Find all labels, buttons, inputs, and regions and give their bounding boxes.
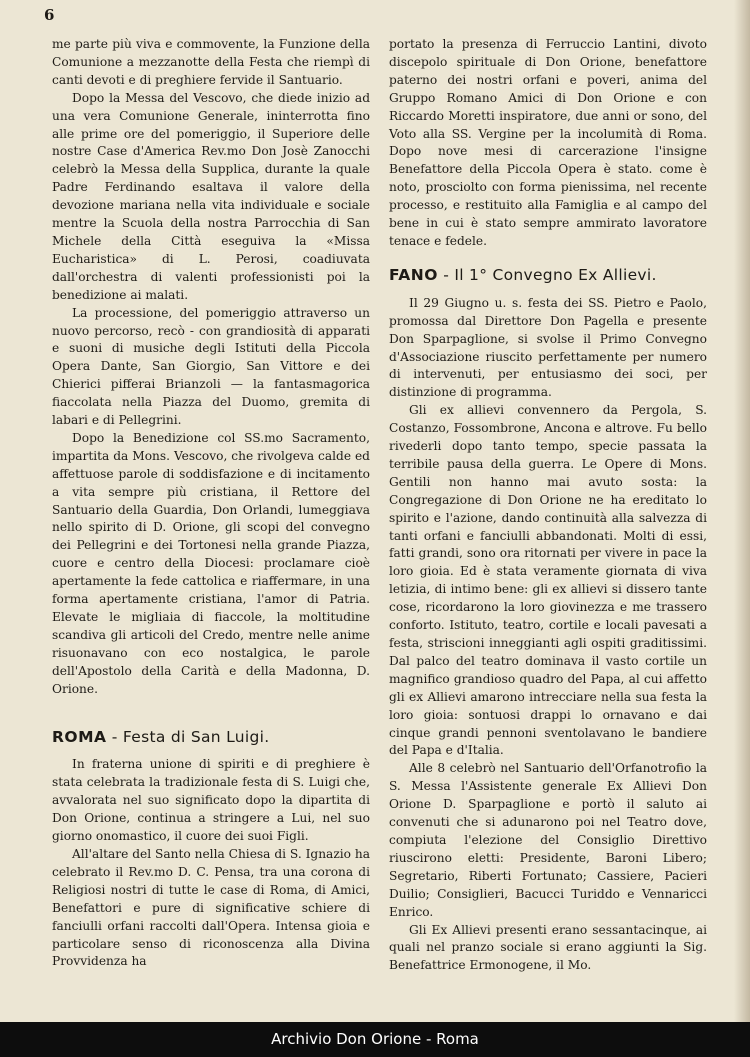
paragraph: La processione, del pomeriggio attraverso un nuovo percorso, recò - con grandiosità di apparati e suoni di musiche degli Istituti della Piccola Opera Dante, San Giorgio, San Vittore e dei Chierici pifferai Brianzoli — la fantasmagorica fiaccolata nella Piazza del Duomo, gremita di labari e di Pellegrini.	[52, 305, 370, 428]
paragraph: In fraterna unione di spiriti e di preghiere è stata celebrata la tradizionale festa di S. Luigi che, avvalorata nel suo significato dopo la dipartita di Don Orione, continua a stringere a Lui, nel suo giorno onomastico, il cuore dei suoi Figli.	[52, 757, 370, 844]
paragraph: me parte più viva e commovente, la Funzione della Comunione a mezzanotte della Festa che riempì di canti devoti e di preghiere fervide il Santuario.	[52, 37, 370, 87]
paragraph: portato la presenza di Ferruccio Lantini, divoto discepolo spirituale di Don Orione, benefattore paterno dei nostri orfani e poveri, anima del Gruppo Romano Amici di Don Orione e con Riccardo Moretti inspiratore, due anni or sono, del Voto alla SS. Vergine per la incolumità di Roma. Dopo nove mesi di carcerazione l'insigne Benefattore della Piccola Opera è stato. come è noto, prosciolto con forma pienissima, nel recente processo, e restituito alla Famiglia e al campo del bene in cui è stato sempre ammirato lavoratore tenace e fedele.	[389, 37, 707, 248]
section-heading-fano	[389, 267, 707, 285]
archive-footer: Archivio Don Orione - Roma	[0, 1022, 750, 1057]
heading-city: ROMA	[52, 727, 107, 746]
paragraph: Alle 8 celebrò nel Santuario dell'Orfanotrofio la S. Messa l'Assistente generale Ex Allievi Don Orione D. Sparpaglione e portò il saluto ai convenuti che si adunarono poi nel Teatro dove, compiuta l'elezione del Consiglio Direttivo riuscirono eletti: Presidente, Baroni Libero; Segretario, Riberti Fortunato; Cassiere, Pacieri Duilio; Consiglieri, Bacucci Turiddo e Vennaricci Enrico.	[389, 761, 707, 919]
paragraph: Il 29 Giugno u. s. festa dei SS. Pietro e Paolo, promossa dal Direttore Don Pagella e presente Don Sparpaglione, si svolse il Primo Convegno d'Associazione riuscito perfettamente per numero di intervenuti, per entusiasmo dei soci, per distinzione di programma.	[389, 295, 707, 400]
page-number: 6	[44, 6, 55, 24]
paragraph: Dopo la Benedizione col SS.mo Sacramento, impartita da Mons. Vescovo, che rivolgeva calde ed affettuose parole di soddisfazione e di incitamento a vita sempre più cristiana, il Rettore del Santuario della Guardia, Don Orlandi, lumeggiava nello spirito di D. Orione, gli scopi del convegno dei Pellegrini e dei Tortonesi nella grande Piazza, cuore e centro della Diocesi: proclamare cioè apertamente la fede cattolica e riaffermare, in una forma apertamente cristiana, l'amor di Patria. Elevate le migliaia di fiaccole, la moltitudine scandiva gli articoli del Credo, mentre nelle anime risuonavano con eco nostalgica, le parole dell'Apostolo della Carità e della Madonna, D. Orione.	[52, 430, 370, 696]
left-column	[52, 36, 370, 971]
heading-title: - Il 1° Convegno Ex Allievi.	[443, 265, 657, 284]
paragraph: Dopo la Messa del Vescovo, che diede inizio ad una vera Comunione Generale, ininterrotta fino alle prime ore del pomeriggio, il Superiore delle nostre Case d'America Rev.mo Don Josè Zanocchi celebrò la Messa della Supplica, durante la quale Padre Ferdinando esaltava il valore della devozione mariana nella vita individuale e sociale mentre la Scuola della nostra Parrocchia di San Michele della Città eseguiva la «Missa Eucharistica» di L. Perosi, coadiuvata dall'orchestra di valenti professionisti poi la benedizione ai malati.	[52, 90, 370, 302]
page-edge-shadow	[734, 0, 750, 1022]
paragraph: Gli ex allievi convennero da Pergola, S. Costanzo, Fossombrone, Ancona e altrove. Fu bello rivederli dopo tanto tempo, specie passata la terribile pausa della guerra. Le Opere di Mons. Gentili non hanno mai avuto sosta: la Congregazione di Don Orione ne ha ereditato lo spirito e l'azione, dando continuità alla salvezza di tanti orfani e fanciulli abbandonati. Molti di essi, fatti grandi, sono ora ritornati per vivere in pace la loro gioia. Ed è stata veramente giornata di viva letizia, di intimo bene: gli ex allievi si dissero tante cose, ricordarono la loro giovinezza e me trassero conforto. Istituto, teatro, cortile e locali pavesati a festa, striscioni inneggianti agli ospiti graditissimi. Dal palco del teatro dominava il vasto cortile un magnifico grandioso quadro del Papa, al cui affetto gli ex Allievi amarono intrecciare nella sua festa la loro gioia: sontuosi drappi lo ornavano e dai cinque grandi pennoni sventolavano le bandiere del Papa e d'Italia.	[389, 403, 707, 758]
heading-city: FANO	[389, 265, 438, 284]
paragraph: All'altare del Santo nella Chiesa di S. Ignazio ha celebrato il Rev.mo D. C. Pensa, tra una corona di Religiosi nostri di tutte le case di Roma, di Amici, Benefattori e pure di significative schiere di fanciulli orfani raccolti dall'Opera. Intensa gioia e particolare senso di riconoscenza alla Divina Provvidenza ha	[52, 846, 370, 969]
heading-title: - Festa di San Luigi.	[111, 727, 270, 746]
section-heading-roma	[52, 729, 370, 747]
right-column	[389, 36, 707, 975]
paragraph: Gli Ex Allievi presenti erano sessantacinque, ai quali nel pranzo sociale si erano aggiunti la Sig. Benefattrice Ermonogene, il Mo.	[389, 922, 707, 973]
